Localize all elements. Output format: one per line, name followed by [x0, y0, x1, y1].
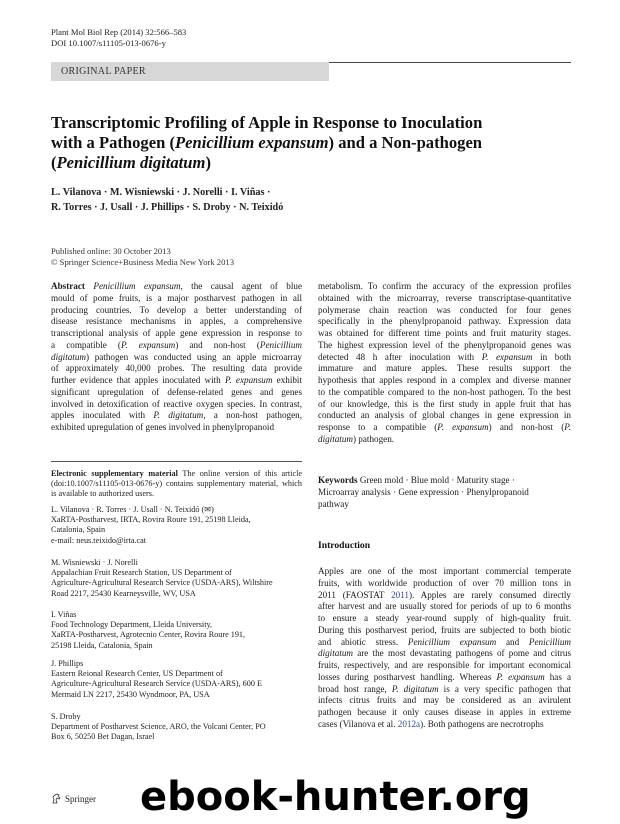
text-run: cases (Vilanova et al.	[318, 718, 398, 729]
text-run: immature and mature apples. These results support the	[318, 363, 571, 374]
text-line	[318, 399, 571, 411]
text-line	[318, 281, 571, 293]
text-line	[318, 566, 571, 578]
copyright-notice: © Springer Science+Business Media New York 2013	[51, 257, 234, 267]
keywords-line-1: Green mold · Blue mold · Maturity stage ·	[357, 475, 515, 485]
text-run: further evidence that apples inoculated with	[51, 375, 225, 385]
abstract	[51, 281, 302, 434]
publisher-name: Springer	[65, 793, 96, 804]
text-line	[51, 410, 302, 422]
italic-term: P. expansum	[481, 351, 533, 362]
affiliation-line: Department of Postharvest Science, ARO, the Volcani Center, PO	[51, 722, 266, 732]
text-run: hypothesis that apples respond in a complex and diverse manner	[318, 375, 571, 385]
italic-term: P. expansum	[437, 422, 489, 432]
text-run: disease resistance mechanisms in apples, a comprehensive	[51, 316, 302, 327]
affiliation-block	[51, 659, 302, 700]
italic-term: Penicillium	[528, 636, 571, 647]
text-run: is a very specific pathogen that	[438, 683, 571, 694]
text-run: fruits, with worldwide production of over 70 million tons in	[318, 577, 571, 588]
text-line	[318, 695, 571, 707]
italic-term: P. expansum	[120, 339, 176, 350]
text-line	[51, 352, 302, 364]
italic-term: Penicillium	[259, 339, 302, 350]
text-run: response to a compatible (	[318, 422, 438, 432]
text-line	[318, 410, 571, 422]
keywords-line-2: Microarray analysis · Gene expression · Phenylpropanoid	[318, 487, 529, 498]
esm-text: The online version of this article (doi:10.1007/s11105-013-0676-y) contains supplementary material, which is available to authorized users.	[51, 469, 302, 499]
text-line	[51, 363, 302, 375]
text-run: polymerase chain reaction was conducted for four genes	[318, 304, 571, 315]
abstract-continued	[318, 281, 571, 446]
text-line	[51, 375, 302, 387]
introduction-text	[318, 566, 571, 731]
text-line	[318, 293, 571, 305]
text-run: losses during postharvest handling. Whereas	[318, 671, 497, 682]
text-line	[318, 590, 571, 602]
italic-term: P. digitatum	[391, 683, 439, 694]
springer-horse-icon	[51, 793, 62, 804]
text-run: has a	[544, 671, 571, 682]
text-run: ). Both pathogens are necrotrophs	[420, 718, 544, 729]
affiliation-line: XaRTA-Postharvest, Agrotecnio Center, Rovira Roure 191,	[51, 630, 246, 640]
italic-term: digitatum	[318, 433, 353, 444]
text-line	[318, 707, 571, 719]
text-run: ) pathogen.	[352, 433, 395, 444]
title-line-3a: (	[51, 153, 57, 172]
journal-issue: Plant Mol Biol Rep (2014) 32:566–583	[51, 27, 187, 37]
text-run: to ensure a steady year-round supply of high-quality fruit.	[318, 613, 571, 623]
keywords-line-3: pathway	[318, 499, 349, 510]
text-line	[51, 281, 302, 293]
affiliation-line: Eastern Reional Research Center, US Department of	[51, 669, 223, 679]
title-line-2a: with a Pathogen (	[51, 133, 175, 152]
affiliation-block	[51, 558, 302, 599]
text-run: ) and non-host (	[175, 339, 260, 350]
text-run: infects citrus fruits and may be considered as an avirulent	[318, 695, 571, 706]
text-run: , a non-host pathogen,	[203, 410, 302, 421]
text-line	[318, 719, 571, 731]
text-line	[318, 352, 571, 364]
text-line	[51, 293, 302, 305]
text-run: significant upregulation of defense-related genes and genes	[51, 386, 302, 397]
keywords	[318, 474, 571, 511]
esm-rule	[51, 461, 302, 462]
affiliation-line: Road 2217, 25430 Kearneysville, WV, USA	[51, 588, 196, 598]
citation-link[interactable]: 2011	[391, 589, 409, 600]
title-line-2c: ) and a Non-pathogen	[328, 133, 483, 152]
keywords-heading: Keywords	[318, 475, 358, 485]
text-line	[318, 648, 571, 660]
text-run: ) and non-host (	[488, 422, 565, 432]
italic-term: Penicillium expansum	[407, 636, 497, 647]
italic-term: P. expansum	[224, 375, 273, 385]
text-run: exhibited upregulation of genes involved in phenylpropanoid	[51, 422, 275, 432]
text-line	[318, 625, 571, 637]
affiliation-authors: L. Vilanova · R. Torres · J. Usall · N. Teixidó (✉)	[51, 505, 214, 514]
text-run: 2011 (FAOSTAT	[318, 589, 392, 600]
text-run: and abiotic stress.	[318, 636, 408, 647]
publisher-mark	[51, 793, 96, 804]
text-line	[51, 328, 302, 340]
text-run: exhibit	[272, 375, 302, 385]
authors-line-1: L. Vilanova · M. Wisniewski · J. Norelli · I. Viñas ·	[51, 187, 271, 198]
text-line	[51, 305, 302, 317]
section-label: ORIGINAL PAPER	[61, 66, 146, 77]
affiliation-line: e-mail: neus.teixido@irta.cat	[51, 535, 147, 545]
text-run: of approximately 40,000 probes. The resulting data provide	[51, 363, 302, 374]
supplementary-material-note	[51, 469, 302, 500]
text-line	[318, 684, 571, 696]
text-line	[318, 660, 571, 672]
text-run: are the most devastating pathogens of pome and citrus	[352, 648, 571, 659]
italic-term: P.	[564, 422, 571, 432]
text-line	[51, 387, 302, 399]
text-run: apples inoculated with	[51, 410, 154, 421]
text-line	[318, 340, 571, 352]
affiliation-block	[51, 712, 302, 743]
title-species-2: Penicillium digitatum	[56, 153, 206, 172]
text-run: producing countries. To develop a better understanding of	[51, 304, 302, 315]
abstract-heading: Abstract	[51, 281, 94, 291]
text-line	[318, 434, 571, 446]
text-line	[318, 375, 571, 387]
text-run: to the compatible compared to the non-host pathogen. To the best	[318, 386, 571, 397]
affiliation-line: Catalonia, Spain	[51, 525, 106, 535]
text-line	[51, 399, 302, 411]
text-line	[318, 328, 571, 340]
affiliation-authors: M. Wisniewski · J. Norelli	[51, 558, 138, 567]
text-run: obtained with the microarray, reverse transcriptase-quantitative	[318, 292, 571, 303]
text-run: metabolism. To confirm the accuracy of the expression profiles	[318, 281, 571, 291]
affiliation-line: XaRTA-Postharvest, IRTA, Rovira Roure 191, 25198 Lleida,	[51, 515, 251, 525]
text-run: of our knowledge, this is the first study in apple fruit that has	[318, 398, 571, 409]
text-line	[51, 316, 302, 328]
italic-term: digitatum	[318, 648, 353, 659]
title-species-1: Penicillium expansum	[175, 133, 329, 152]
text-line	[318, 601, 571, 613]
text-run: ). Apples are rarely consumed directly	[408, 589, 571, 600]
text-run: conducted an analysis of global changes in gene expression in	[318, 410, 571, 421]
text-line	[51, 340, 302, 352]
text-run: , the causal agent of blue	[180, 281, 302, 291]
text-run: detected 48 h after inoculation with	[318, 351, 482, 362]
text-run: after harvest and are usually stored for periods of up to 6 months	[318, 601, 571, 612]
article-title	[51, 113, 571, 173]
affiliation-authors: I. Viñas	[51, 610, 77, 619]
text-run: involved in detoxification of reactive oxygen species. In contrast,	[51, 398, 302, 409]
affiliation-line: Box 6, 50250 Bet Dagan, Israel	[51, 732, 155, 742]
text-line	[318, 363, 571, 375]
text-run: broad host range,	[318, 683, 392, 694]
introduction-heading: Introduction	[318, 540, 371, 551]
affiliation-line: Appalachian Fruit Research Station, US Department of	[51, 568, 232, 578]
text-run: in both	[532, 351, 571, 362]
watermark: ebook-hunter.org	[140, 774, 531, 820]
affiliation-block	[51, 610, 302, 651]
esm-heading: Electronic supplementary material	[51, 469, 178, 478]
text-run: pathogen because it only causes disease in apples in extreme	[318, 707, 571, 717]
affiliation-authors: S. Droby	[51, 712, 81, 721]
text-run: The highest expression level of the phenylpropanoid genes was	[318, 339, 571, 350]
italic-term: Penicillium expansum	[93, 281, 181, 291]
text-line	[318, 613, 571, 625]
text-run: transcriptional analysis of apple gene expression in response to	[51, 328, 302, 338]
affiliation-line: Mermaid LN 2217, 25430 Wyndmoor, PA, USA	[51, 689, 210, 699]
citation-link[interactable]: 2012a	[397, 718, 421, 729]
text-line	[318, 637, 571, 649]
italic-term: digitatum	[51, 351, 86, 362]
text-run: was obtained for different time points and fruit maturity stages.	[318, 328, 571, 338]
journal-doi: DOI 10.1007/s11105-013-0676-y	[51, 38, 166, 48]
affiliation-authors: J. Phillips	[51, 659, 84, 668]
text-line	[318, 672, 571, 684]
title-line-1: Transcriptomic Profiling of Apple in Response to Inoculation	[51, 113, 483, 132]
text-run: Apples are one of the most important commercial temperate	[318, 566, 571, 576]
text-run: ) pathogen was conducted using an apple microarray	[85, 351, 302, 362]
publication-info	[51, 246, 234, 268]
text-line	[318, 578, 571, 590]
affiliation-line: Agriculture-Agricultural Research Service (USDA-ARS), 600 E	[51, 679, 262, 689]
published-date: Published online: 30 October 2013	[51, 246, 171, 256]
journal-citation	[51, 27, 186, 49]
text-line	[318, 305, 571, 317]
affiliation-line: Agriculture-Agricultural Research Service (USDA-ARS), Wiltshire	[51, 578, 273, 588]
affiliation-block	[51, 505, 302, 546]
text-run: and	[496, 636, 529, 647]
text-run: a compatible (	[51, 339, 121, 350]
italic-term: P. digitatum	[153, 410, 204, 421]
affiliation-line: Food Technology Department, Lleida University,	[51, 620, 213, 630]
text-line	[318, 422, 571, 434]
text-line	[318, 316, 571, 328]
text-line	[318, 387, 571, 399]
authors-line-2: R. Torres · J. Usall · J. Phillips · S. Droby · N. Teixidó	[51, 202, 284, 213]
text-run: mould of pome fruits, is a major postharvest pathogen in all	[51, 292, 302, 303]
affiliation-line: 25198 Lleida, Catalonia, Spain	[51, 640, 153, 650]
title-line-3c: )	[205, 153, 211, 172]
author-list	[51, 185, 551, 215]
text-run: specifically in the phenylpropanoid pathway. Expression data	[318, 316, 571, 327]
text-run: fruits, respectively, and are responsible for important economical	[318, 660, 571, 670]
italic-term: P. expansum	[496, 671, 545, 682]
text-line	[51, 422, 302, 434]
text-run: During this postharvest period, fruits are subjected to both biotic	[318, 624, 571, 635]
